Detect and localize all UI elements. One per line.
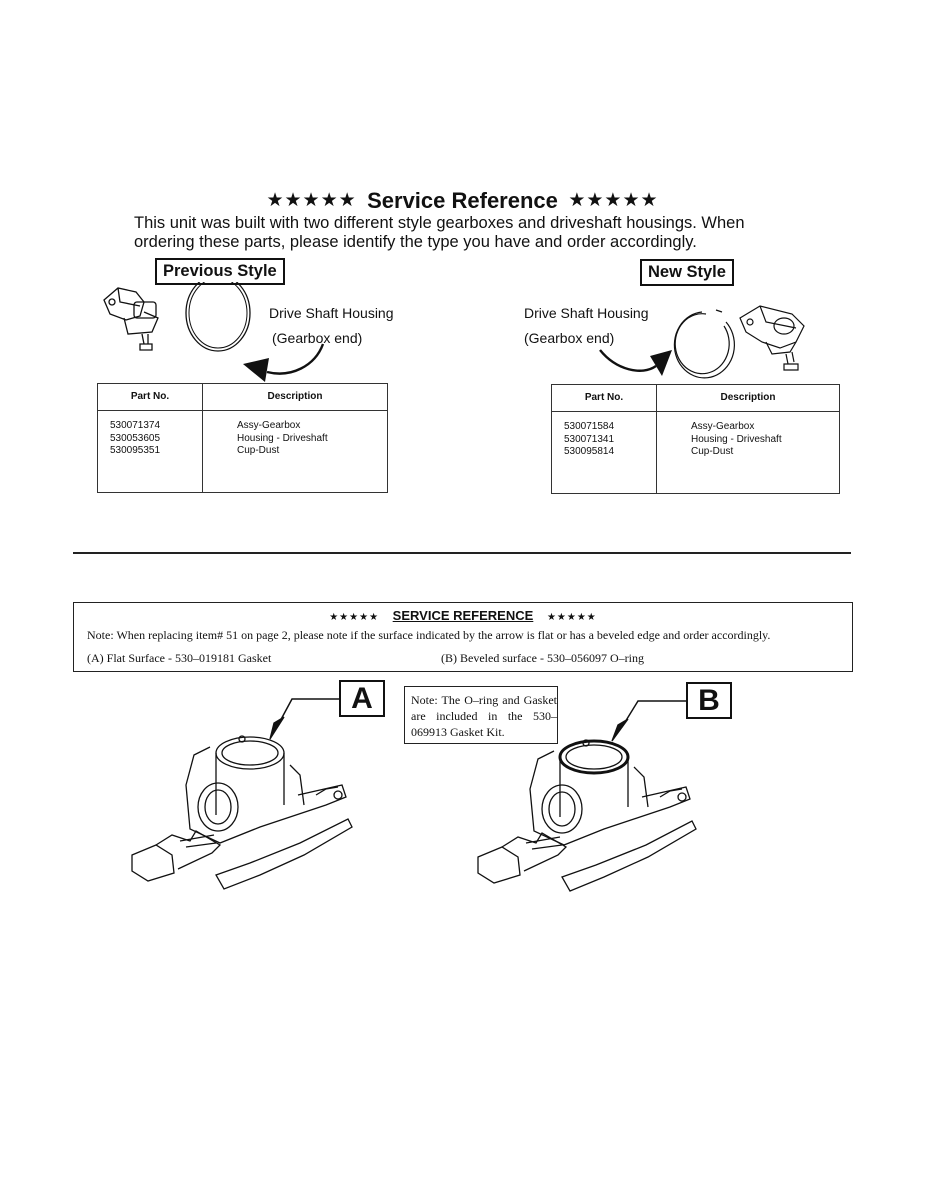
intro-line-1: This unit was built with two different style gearboxes and driveshaft housings. When bbox=[134, 214, 745, 232]
option-a-text: (A) Flat Surface - 530–019181 Gasket bbox=[87, 651, 272, 665]
figure-b-label: B bbox=[686, 682, 732, 719]
table-cell: Assy-Gearbox bbox=[237, 420, 301, 431]
table-cell: 530053605 bbox=[110, 432, 161, 444]
table-cell: Housing - Driveshaft bbox=[237, 432, 328, 444]
table-cell: Cup-Dust bbox=[237, 445, 280, 456]
table-cell: Housing - Driveshaft bbox=[691, 433, 782, 445]
descriptions-cell bbox=[657, 412, 840, 494]
figure-a-label: A bbox=[339, 680, 385, 717]
new-parts-table bbox=[551, 384, 840, 494]
intro-paragraph bbox=[134, 214, 834, 252]
col-part-no: Part No. bbox=[98, 384, 203, 411]
service-box-title: ★★★★★ SERVICE REFERENCE ★★★★★ bbox=[329, 608, 597, 623]
new-gearbox-illustration bbox=[590, 300, 820, 382]
table-cell: 530095814 bbox=[564, 446, 615, 457]
heading-stars-right: ★★★★★ bbox=[568, 190, 659, 211]
new-style-label: New Style bbox=[640, 259, 734, 286]
service-box-note: Note: When replacing item# 51 on page 2, please note if the surface indicated by the arrow is flat or has a beveled edge and order accordingly. bbox=[87, 628, 771, 642]
service-reference-box bbox=[73, 602, 853, 672]
previous-style-label: Previous Style bbox=[155, 258, 285, 285]
col-part-no: Part No. bbox=[552, 385, 657, 412]
previous-housing-label: Drive Shaft Housing (Gearbox end) bbox=[269, 305, 394, 346]
table-cell: 530095351 bbox=[110, 445, 161, 456]
section-divider bbox=[73, 552, 851, 554]
table-cell: 530071584 bbox=[564, 421, 615, 432]
part-numbers-cell bbox=[98, 411, 203, 493]
table-cell: Cup-Dust bbox=[691, 446, 734, 457]
previous-arrow-icon bbox=[235, 338, 335, 383]
previous-gearbox-illustration bbox=[96, 282, 256, 362]
descriptions-cell bbox=[203, 411, 388, 493]
table-cell: Assy-Gearbox bbox=[691, 421, 755, 432]
part-numbers-cell bbox=[552, 412, 657, 494]
col-description: Description bbox=[657, 385, 840, 412]
heading-title: Service Reference bbox=[367, 188, 558, 213]
figure-a-housing-illustration bbox=[120, 695, 365, 900]
previous-parts-table bbox=[97, 383, 388, 493]
new-housing-label: Drive Shaft Housing (Gearbox end) bbox=[524, 305, 649, 346]
figure-b-housing-illustration bbox=[470, 697, 715, 902]
intro-line-2: ordering these parts, please identify the type you have and order accordingly. bbox=[134, 233, 697, 251]
option-b-text: (B) Beveled surface - 530–056097 O–ring bbox=[441, 651, 644, 665]
col-description: Description bbox=[203, 384, 388, 411]
service-reference-heading bbox=[0, 188, 925, 214]
heading-stars-left: ★★★★★ bbox=[266, 190, 357, 211]
gasket-kit-note: Note: The O–ring and Gasket are included in the 530–069913 Gasket Kit. bbox=[404, 686, 558, 744]
table-cell: 530071341 bbox=[564, 433, 615, 445]
table-cell: 530071374 bbox=[110, 420, 161, 431]
